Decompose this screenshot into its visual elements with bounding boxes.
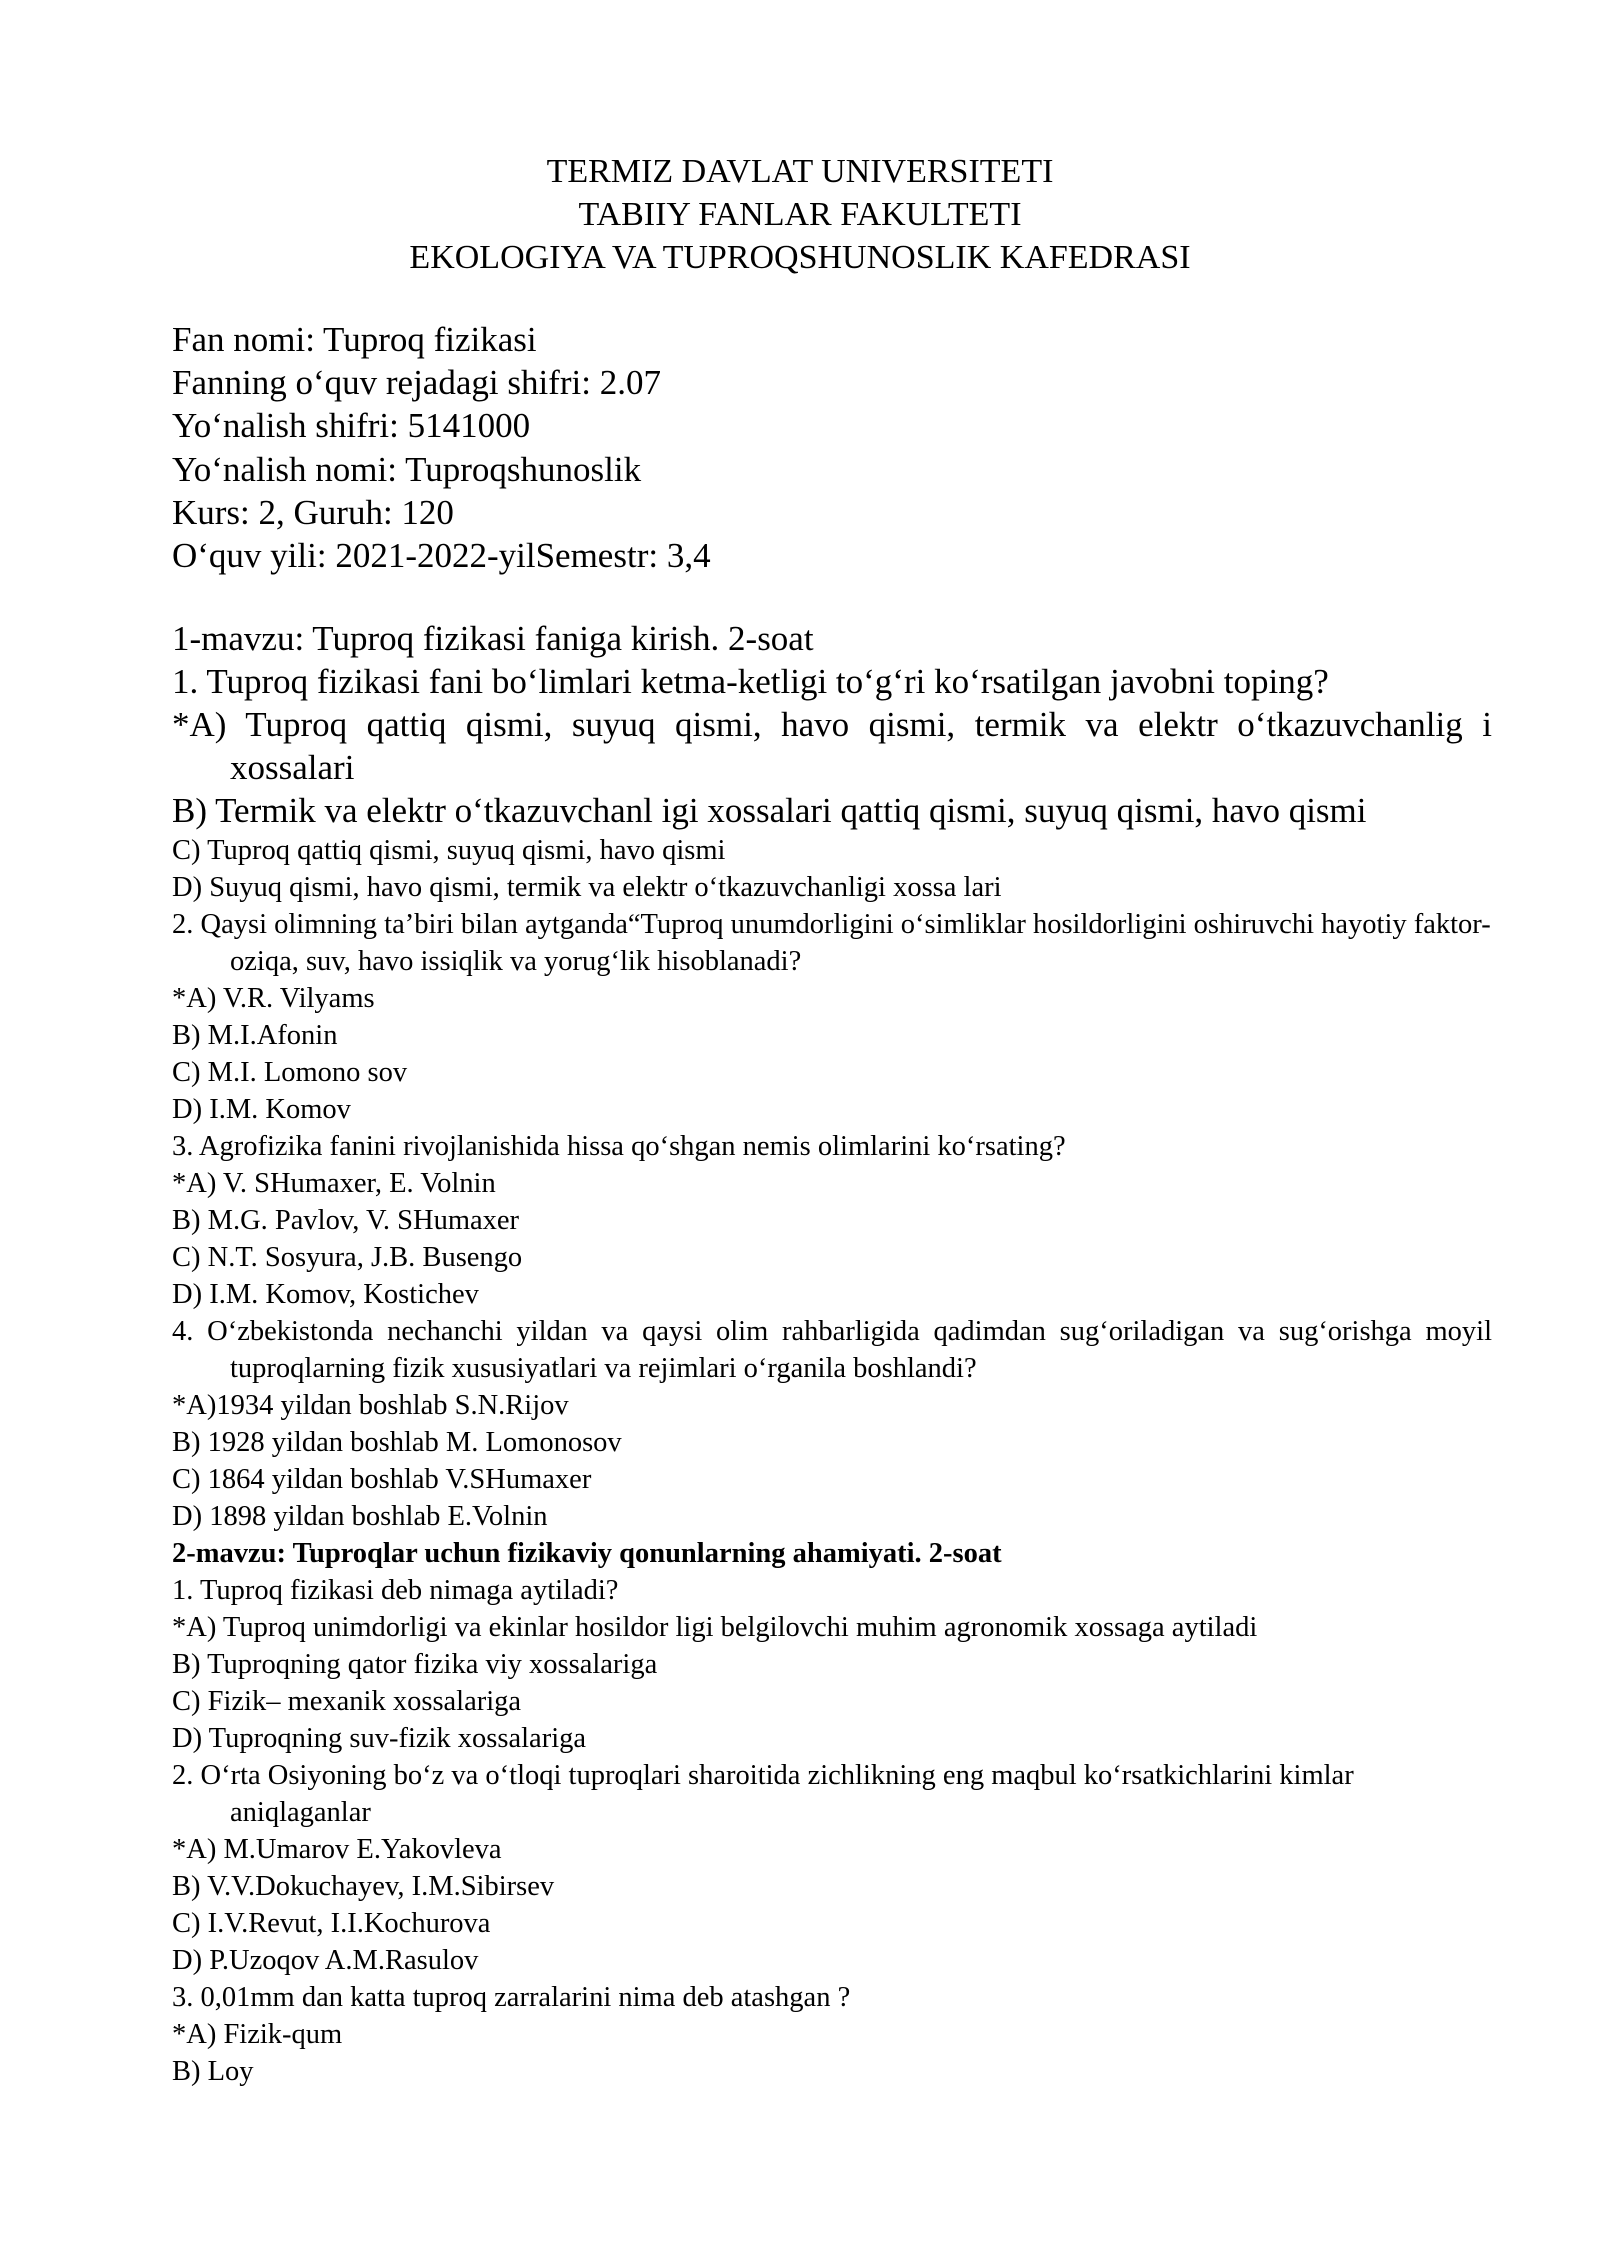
answer-option: C) N.T. Sosyura, J.B. Busengo [172, 1242, 523, 1273]
answer-option: D) Suyuq qismi, havo qismi, termik va elektr o‘tkazuvchanligi xossa lari [172, 872, 1002, 903]
answer-option: B) V.V.Dokuchayev, I.M.Sibirsev [172, 1871, 555, 1902]
answer-option: D) Tuproqning suv-fizik xossalariga [172, 1723, 587, 1754]
answer-option: B) M.I.Afonin [172, 1020, 338, 1051]
answer-option: B) Termik va elektr o‘tkazuvchanl igi xossalari qattiq qismi, suyuq qismi, havo qismi [172, 791, 1367, 830]
question-text: 1. Tuproq fizikasi deb nimaga aytiladi? [172, 1575, 619, 1606]
course-info [172, 318, 711, 577]
department-name: EKOLOGIYA VA TUPROQSHUNOSLIK KAFEDRASI [409, 239, 1191, 276]
answer-option: C) M.I. Lomono sov [172, 1057, 408, 1088]
answer-option-correct: *A) V. SHumaxer, E. Volnin [172, 1168, 496, 1199]
course-group: Kurs: 2, Guruh: 120 [172, 492, 454, 532]
answer-option-correct: *A) Tuproq qattiq qismi, suyuq qismi, havo qismi, termik va elektr o‘tkazuvchanlig i xossalari [172, 705, 1492, 787]
direction-name: Yo‘nalish nomi: Tuproqshunoslik [172, 449, 642, 489]
question-text: 3. Agrofizika fanini rivojlanishida hissa qo‘shgan nemis olimlarini ko‘rsating? [172, 1131, 1066, 1162]
answer-option: D) I.M. Komov, Kostichev [172, 1279, 479, 1310]
test-questions [172, 617, 1492, 2090]
answer-option: D) P.Uzoqov A.M.Rasulov [172, 1945, 479, 1976]
question-text: 2. O‘rta Osiyoning bo‘z va o‘tloqi tuproqlari sharoitida zichlikning eng maqbul ko‘rsatkichlarini kimlar aniqlaganlar [172, 1760, 1354, 1828]
academic-year: O‘quv yili: 2021-2022-yilSemestr: 3,4 [172, 536, 711, 576]
subject-code: Fanning o‘quv rejadagi shifri: 2.07 [172, 363, 661, 403]
answer-option: C) I.V.Revut, I.I.Kochurova [172, 1908, 491, 1939]
answer-option: B) M.G. Pavlov, V. SHumaxer [172, 1205, 520, 1236]
answer-option: C) Tuproq qattiq qismi, suyuq qismi, havo qismi [172, 835, 726, 866]
answer-option: B) Loy [172, 2056, 254, 2087]
answer-option-correct: *A) Fizik-qum [172, 2019, 343, 2050]
answer-option: D) I.M. Komov [172, 1094, 351, 1125]
answer-option-correct: *A) M.Umarov E.Yakovleva [172, 1834, 502, 1865]
answer-option: B) 1928 yildan boshlab M. Lomonosov [172, 1427, 622, 1458]
answer-option-correct: *A) Tuproq unimdorligi va ekinlar hosildor ligi belgilovchi muhim agronomik xossaga aytiladi [172, 1612, 1258, 1643]
answer-option: B) Tuproqning qator fizika viy xossalariga [172, 1649, 658, 1680]
faculty-name: TABIIY FANLAR FAKULTETI [578, 196, 1022, 233]
answer-option: C) Fizik– mexanik xossalariga [172, 1686, 522, 1717]
question-text: 4. O‘zbekistonda nechanchi yildan va qaysi olim rahbarligida qadimdan sug‘oriladigan va sug‘orishga moyil tuproqlarning fizik xususiyatlari va rejimlari o‘rganila boshlandi? [172, 1316, 1492, 1384]
document-header [0, 150, 1600, 279]
topic-1-title: 1-mavzu: Tuproq fizikasi faniga kirish. 2-soat [172, 619, 814, 658]
answer-option-correct: *A) V.R. Vilyams [172, 983, 375, 1014]
answer-option: C) 1864 yildan boshlab V.SHumaxer [172, 1464, 592, 1495]
question-text: 2. Qaysi olimning ta’biri bilan aytganda“Tuproq unumdorligini o‘simliklar hosildorligini oshiruvchi hayotiy faktor-oziqa, suv, havo issiqlik va yorug‘lik hisoblanadi? [172, 909, 1491, 977]
question-text: 1. Tuproq fizikasi fani bo‘limlari ketma-ketligi to‘g‘ri ko‘rsatilgan javobni toping? [172, 662, 1329, 701]
answer-option-correct: *A)1934 yildan boshlab S.N.Rijov [172, 1390, 569, 1421]
answer-option: D) 1898 yildan boshlab E.Volnin [172, 1501, 548, 1532]
university-name: TERMIZ DAVLAT UNIVERSITETI [546, 153, 1054, 190]
topic-2-title: 2-mavzu: Tuproqlar uchun fizikaviy qonunlarning ahamiyati. 2-soat [172, 1538, 1002, 1569]
subject-name: Fan nomi: Tuproq fizikasi [172, 320, 537, 359]
direction-code: Yo‘nalish shifri: 5141000 [172, 406, 531, 446]
question-text: 3. 0,01mm dan katta tuproq zarralarini nima deb atashgan ? [172, 1982, 851, 2013]
